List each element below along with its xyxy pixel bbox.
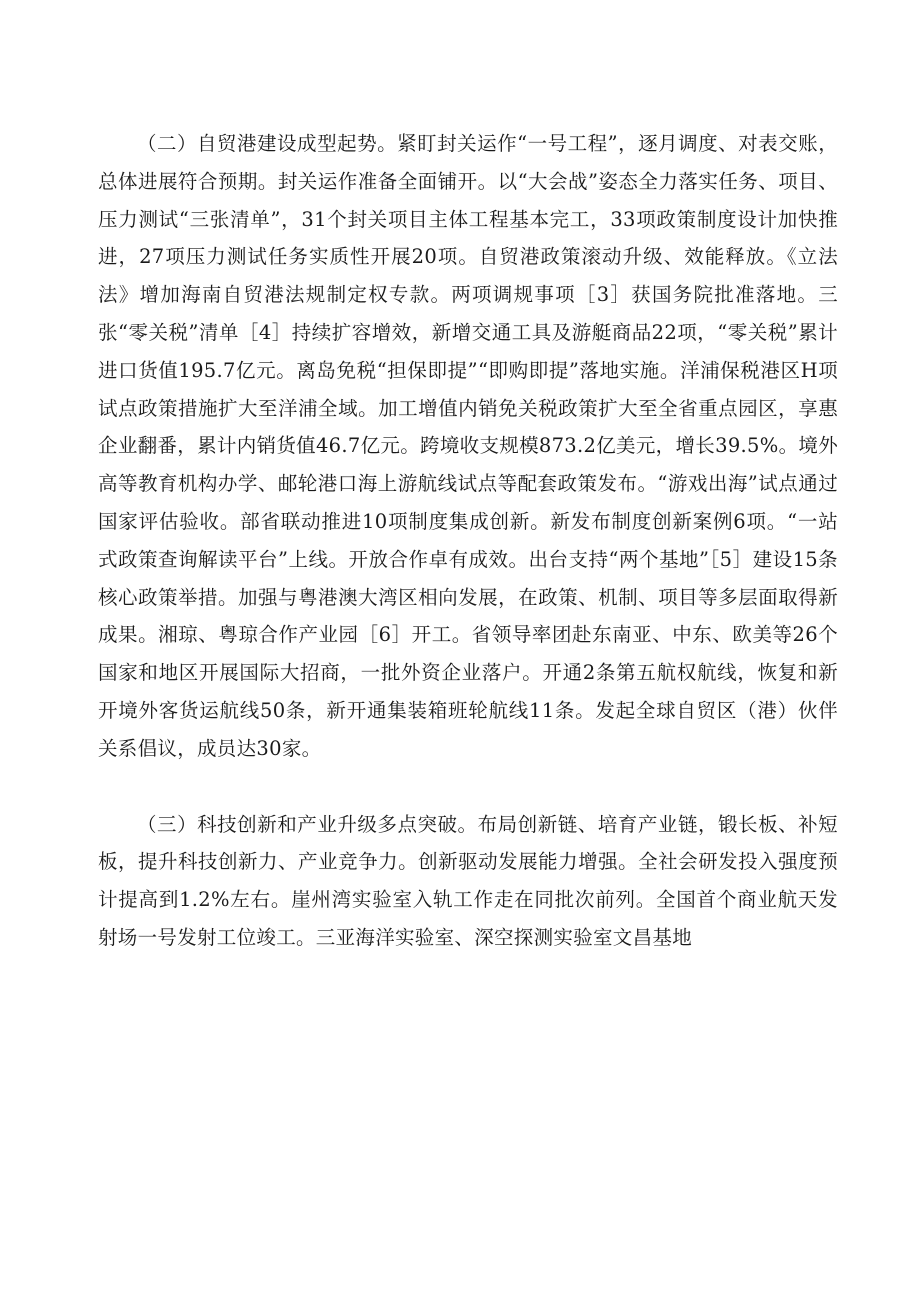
paragraph-free-trade-port: （二）自贸港建设成型起势。紧盯封关运作“一号工程”，逐月调度、对表交账，总体进展符合预期。封关运作准备全面铺开。以“大会战”姿态全力落实任务、项目、压力测试“三张清单”，31个封关项目主体工程基本完工，33项政策制度设计加快推进，27项压力测试任务实质性开展20项。自贸港政策滚动升级、效能释放。《立法法》增加海南自贸港法规制定权专款。两项调规事项［3］获国务院批准落地。三张“零关税”清单［4］持续扩容增效，新增交通工具及游艇商品22项，“零关税”累计进口货值195.7亿元。离岛免税“担保即提”“即购即提”落地实施。洋浦保税港区H项试点政策措施扩大至洋浦全域。加工增值内销免关税政策扩大至全省重点园区，享惠企业翻番，累计内销货值46.7亿元。跨境收支规模873.2亿美元，增长39.5%。境外高等教育机构办学、邮轮港口海上游航线试点等配套政策发布。“游戏出海”试点通过国家评估验收。部省联动推进10项制度集成创新。新发布制度创新案例6项。“一站式政策查询解读平台”上线。开放合作卓有成效。出台支持“两个基地”［5］建设15条核心政策举措。加强与粤港澳大湾区相向发展，在政策、机制、项目等多层面取得新成果。湘琼、粤琼合作产业园［6］开工。省领导率团赴东南亚、中东、欧美等26个国家和地区开展国际大招商，一批外资企业落户。开通2条第五航权航线，恢复和新开境外客货运航线50条，新开通集装箱班轮航线11条。发起全球自贸区（港）伙伴关系倡议，成员达30家。 — [98, 132, 838, 760]
paragraph-tech-innovation: （三）科技创新和产业升级多点突破。布局创新链、培育产业链，锻长板、补短板，提升科技创新力、产业竞争力。创新驱动发展能力增强。全社会研发投入强度预计提高到1.2%左右。崖州湾实验室入轨工作走在同批次前列。全国首个商业航天发射场一号发射工位竣工。三亚海洋实验室、深空探测实验室文昌基地 — [98, 812, 838, 949]
document-body — [98, 125, 838, 957]
